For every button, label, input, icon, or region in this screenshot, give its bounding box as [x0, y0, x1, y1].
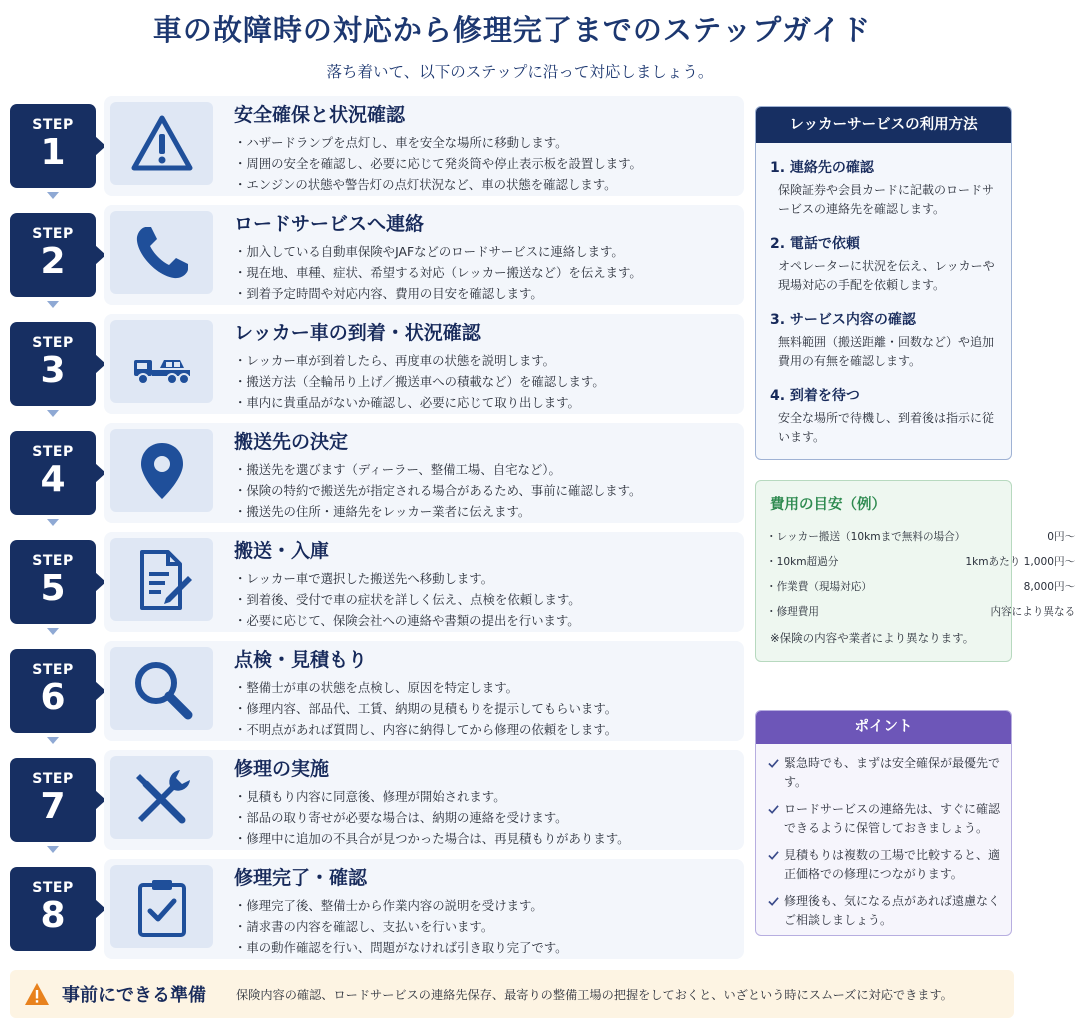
step-badge — [10, 649, 96, 733]
step-bullet: ・ 見積もり内容に同意後、修理が開始されます。 — [234, 786, 630, 807]
step-bullet: ・ 修理中に追加の不具合が見つかった場合は、再見積もりがあります。 — [234, 828, 630, 849]
wrecker-item-title: 1. 連絡先の確認 — [770, 160, 874, 176]
step-list — [10, 96, 744, 968]
step-card — [104, 641, 744, 741]
step-label: STEP — [32, 880, 74, 896]
step-bullet: ・ 現在地、車種、症状、希望する対応（レッカー搬送など）を伝えます。 — [234, 262, 642, 283]
step-title: 点検・見積もり — [234, 649, 368, 671]
tow-truck-icon — [110, 320, 213, 403]
wrecker-item-text: 安全な場所で待機し、到着後は指示に従います。 — [778, 411, 995, 444]
step-number: 5 — [40, 568, 66, 609]
wrecker-item-text: オペレーターに状況を伝え、レッカーや現場対応の手配を依頼します。 — [778, 259, 995, 292]
step-number: 3 — [40, 350, 66, 391]
step-bullet: ・ 整備士が車の状態を点検し、原因を特定します。 — [234, 677, 617, 698]
location-pin-icon — [110, 429, 213, 512]
step-card — [104, 314, 744, 414]
wrecker-item-text: 保険証券や会員カードに記載のロードサービスの連絡先を確認します。 — [778, 183, 995, 216]
step-bullet: ・ 搬送先の住所・連絡先をレッカー業者に伝えます。 — [234, 501, 641, 522]
step-bullet: ・ ハザードランプを点灯し、車を安全な場所に移動します。 — [234, 132, 642, 153]
step-badge — [10, 322, 96, 406]
list-item — [768, 846, 1001, 884]
step-4 — [10, 423, 744, 532]
wrecker-item — [756, 157, 1011, 219]
cost-value: 8,000円〜 — [1023, 581, 1075, 593]
step-bullet: ・ 車の動作確認を行い、問題がなければ引き取り完了です。 — [234, 937, 568, 958]
step-8 — [10, 859, 744, 968]
step-title: 修理の実施 — [234, 758, 330, 780]
step-card — [104, 532, 744, 632]
point-text: 緊急時でも、まずは安全確保が最優先です。 — [784, 756, 1001, 789]
step-label: STEP — [32, 444, 74, 460]
check-icon — [768, 758, 779, 769]
step-label: STEP — [32, 662, 74, 678]
step-number: 2 — [40, 241, 66, 282]
step-title: 安全確保と状況確認 — [234, 104, 406, 126]
point-panel-heading: ポイント — [756, 711, 1011, 744]
arrow-down-icon — [47, 846, 59, 853]
step-bullet: ・ レッカー車で選択した搬送先へ移動します。 — [234, 568, 581, 589]
clipboard-check-icon — [110, 865, 213, 948]
step-bullet: ・ 必要に応じて、保険会社への連絡や書類の提出を行います。 — [234, 610, 581, 631]
step-number: 1 — [40, 132, 66, 173]
step-card — [104, 423, 744, 523]
step-title: 搬送先の決定 — [234, 431, 349, 453]
wrecker-item-title: 3. サービス内容の確認 — [770, 312, 916, 328]
preparation-title: 事前にできる準備 — [62, 985, 206, 1006]
arrow-down-icon — [47, 628, 59, 635]
table-row — [766, 549, 1075, 574]
step-bullet: ・ レッカー車が到着したら、再度車の状態を説明します。 — [234, 350, 605, 371]
cost-label: ・ レッカー搬送（10kmまで無料の場合） — [766, 524, 965, 549]
step-badge — [10, 431, 96, 515]
step-bullet: ・ 加入している自動車保険やJAFなどのロードサービスに連絡します。 — [234, 241, 642, 262]
step-bullet: ・ 部品の取り寄せが必要な場合は、納期の連絡を受けます。 — [234, 807, 630, 828]
step-6 — [10, 641, 744, 750]
list-item — [768, 892, 1001, 930]
step-title: レッカー車の到着・状況確認 — [234, 322, 481, 344]
step-3 — [10, 314, 744, 423]
wrecker-item-title: 2. 電話で依頼 — [770, 236, 860, 252]
wrecker-item — [756, 309, 1011, 371]
point-text: 修理後も、気になる点があれば遠慮なくご相談しましょう。 — [784, 894, 1001, 927]
table-row — [766, 574, 1075, 599]
list-item — [768, 754, 1001, 792]
step-card — [104, 750, 744, 850]
table-row — [766, 524, 1075, 549]
cost-value: 1kmあたり 1,000円〜 — [965, 556, 1075, 568]
wrecker-panel-heading: レッカーサービスの利用方法 — [756, 107, 1011, 143]
step-label: STEP — [32, 226, 74, 242]
step-badge — [10, 758, 96, 842]
step-bullets — [234, 895, 568, 958]
arrow-down-icon — [47, 410, 59, 417]
step-number: 6 — [40, 677, 66, 718]
step-bullets — [234, 677, 617, 740]
page-title: 車の故障時の対応から修理完了までのステップガイド — [152, 13, 872, 47]
wrecker-service-panel — [755, 106, 1012, 460]
arrow-down-icon — [47, 519, 59, 526]
point-panel — [755, 710, 1012, 936]
cost-value: 0円〜 — [1047, 531, 1075, 543]
cost-panel-heading: 費用の目安（例） — [770, 497, 886, 513]
wrecker-item — [756, 385, 1011, 447]
arrow-down-icon — [47, 192, 59, 199]
step-bullets — [234, 350, 605, 413]
step-title: ロードサービスへ連絡 — [234, 213, 425, 235]
list-item — [768, 800, 1001, 838]
document-pen-icon — [110, 538, 213, 621]
step-2 — [10, 205, 744, 314]
point-text: 見積もりは複数の工場で比較すると、適正価格での修理につながります。 — [784, 848, 1001, 881]
wrecker-item-text: 無料範囲（搬送距離・回数など）や追加費用の有無を確認します。 — [778, 335, 995, 368]
step-label: STEP — [32, 117, 74, 133]
cost-note: ※保険の内容や業者により異なります。 — [770, 631, 975, 645]
step-title: 搬送・入庫 — [234, 540, 330, 562]
step-card — [104, 96, 744, 196]
warning-icon — [24, 981, 50, 1007]
warning-triangle-icon — [110, 102, 213, 185]
phone-icon — [110, 211, 213, 294]
tools-icon — [110, 756, 213, 839]
step-bullet: ・ 保険の特約で搬送先が指定される場合があるため、事前に確認します。 — [234, 480, 641, 501]
step-bullets — [234, 568, 581, 631]
step-label: STEP — [32, 553, 74, 569]
step-bullet: ・ 修理内容、部品代、工賃、納期の見積もりを提示してもらいます。 — [234, 698, 617, 719]
step-bullets — [234, 459, 641, 522]
cost-estimate-panel — [755, 480, 1075, 662]
check-icon — [768, 850, 779, 861]
step-bullet: ・ 到着後、受付で車の症状を詳しく伝え、点検を依頼します。 — [234, 589, 581, 610]
check-icon — [768, 804, 779, 815]
step-badge — [10, 104, 96, 188]
table-row — [766, 599, 1075, 624]
page-subtitle: 落ち着いて、以下のステップに沿って対応しましょう。 — [326, 63, 714, 81]
cost-label: ・ 10km超過分 — [766, 549, 965, 574]
preparation-text: 保険内容の確認、ロードサービスの連絡先保存、最寄りの整備工場の把握をしておくと、いざという時にスムーズに対応できます。 — [236, 988, 953, 1002]
magnifier-icon — [110, 647, 213, 730]
step-title: 修理完了・確認 — [234, 867, 368, 889]
step-badge — [10, 867, 96, 951]
wrecker-item-title: 4. 到着を待つ — [770, 388, 860, 404]
step-bullet: ・ 搬送方法（全輪吊り上げ／搬送車への積載など）を確認します。 — [234, 371, 605, 392]
arrow-down-icon — [47, 737, 59, 744]
step-card — [104, 205, 744, 305]
step-bullet: ・ 搬送先を選びます（ディーラー、整備工場、自宅など）。 — [234, 459, 641, 480]
step-1 — [10, 96, 744, 205]
step-bullets — [234, 241, 642, 304]
arrow-down-icon — [47, 301, 59, 308]
step-bullet: ・ 不明点があれば質問し、内容に納得してから修理の依頼をします。 — [234, 719, 617, 740]
cost-value: 内容により異なる — [990, 606, 1075, 618]
step-7 — [10, 750, 744, 859]
step-badge — [10, 540, 96, 624]
step-label: STEP — [32, 335, 74, 351]
step-card — [104, 859, 744, 959]
step-bullet: ・ 周囲の安全を確認し、必要に応じて発炎筒や停止表示板を設置します。 — [234, 153, 642, 174]
point-text: ロードサービスの連絡先は、すぐに確認できるように保管しておきましょう。 — [784, 802, 1001, 835]
check-icon — [768, 896, 779, 907]
point-list — [756, 744, 1011, 930]
step-number: 7 — [40, 786, 66, 827]
step-badge — [10, 213, 96, 297]
step-bullet: ・ 車内に貴重品がないか確認し、必要に応じて取り出します。 — [234, 392, 605, 413]
step-bullet: ・ 修理完了後、整備士から作業内容の説明を受けます。 — [234, 895, 568, 916]
step-bullets — [234, 132, 642, 195]
step-bullet: ・ エンジンの状態や警告灯の点灯状況など、車の状態を確認します。 — [234, 174, 642, 195]
step-bullets — [234, 786, 630, 849]
cost-label: ・ 修理費用 — [766, 599, 965, 624]
step-label: STEP — [32, 771, 74, 787]
preparation-banner — [10, 970, 1014, 1018]
step-number: 4 — [40, 459, 66, 500]
step-number: 8 — [40, 895, 66, 936]
step-5 — [10, 532, 744, 641]
step-bullet: ・ 到着予定時間や対応内容、費用の目安を確認します。 — [234, 283, 642, 304]
wrecker-item — [756, 233, 1011, 295]
cost-label: ・ 作業費（現場対応） — [766, 574, 965, 599]
step-bullet: ・ 請求書の内容を確認し、支払いを行います。 — [234, 916, 568, 937]
cost-table — [766, 524, 1075, 624]
